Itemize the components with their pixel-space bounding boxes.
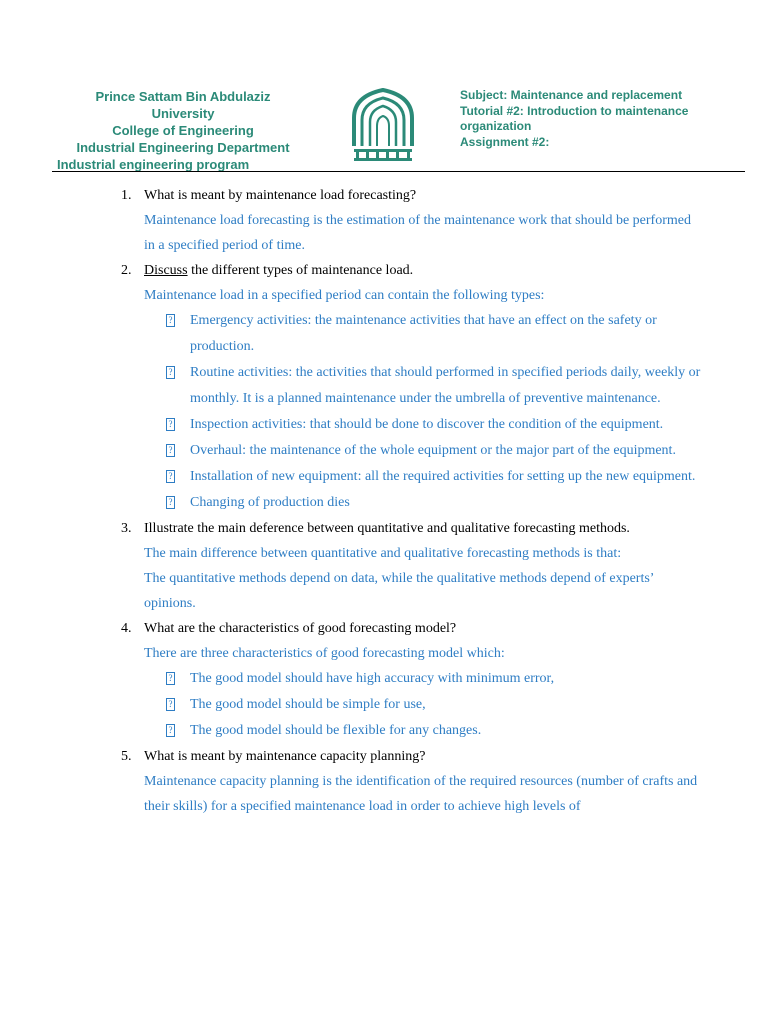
- list-item: ? Changing of production dies: [0, 490, 768, 516]
- missing-glyph-icon: ?: [166, 698, 175, 711]
- answer-3-detail: The quantitative methods depend on data, while the qualitative methods depend of experts’ opinions.: [144, 571, 654, 611]
- missing-glyph-icon: ?: [166, 444, 175, 457]
- question-text: What are the characteristics of good forecasting model?: [144, 621, 457, 636]
- tutorial-line: Tutorial #2: Introduction to maintenance: [460, 103, 689, 118]
- missing-glyph-icon: ?: [166, 314, 175, 327]
- arch-logo-icon: [350, 88, 416, 164]
- answer-2: Maintenance load in a specified period can contain the following types:: [144, 288, 545, 303]
- university-header: [52, 88, 314, 173]
- subject-line: Subject: Maintenance and replacement: [460, 88, 683, 102]
- question-3: [0, 516, 768, 541]
- question-5: [0, 744, 768, 769]
- university-name-line-1: Prince Sattam Bin Abdulaziz: [95, 89, 271, 104]
- header-divider: [52, 171, 745, 172]
- course-header: [460, 88, 740, 150]
- question-text: Illustrate the main deference between quantitative and qualitative forecasting methods.: [144, 521, 630, 536]
- question-keyword: Discuss: [144, 263, 188, 278]
- missing-glyph-icon: ?: [166, 470, 175, 483]
- college-name: College of Engineering: [112, 123, 254, 138]
- missing-glyph-icon: ?: [166, 724, 175, 737]
- missing-glyph-icon: ?: [166, 496, 175, 509]
- answer-1: Maintenance load forecasting is the estimation of the maintenance work that should be performed in a specified period of time.: [144, 213, 691, 253]
- missing-glyph-icon: ?: [166, 366, 175, 379]
- assignment-content: [0, 183, 768, 819]
- question-number: 1.: [121, 188, 132, 203]
- missing-glyph-icon: ?: [166, 418, 175, 431]
- university-logo: [350, 88, 416, 164]
- answer-4: There are three characteristics of good forecasting model which:: [144, 646, 505, 661]
- department-name: Industrial Engineering Department: [76, 140, 290, 155]
- question-text: What is meant by maintenance load forecasting?: [144, 188, 417, 203]
- question-number: 3.: [121, 521, 132, 536]
- question-number: 5.: [121, 749, 132, 764]
- tutorial-line-cont: organization: [460, 119, 532, 133]
- list-item: ? The good model should be simple for use,: [0, 692, 768, 718]
- question-2: [0, 258, 768, 283]
- list-item: ? Installation of new equipment: all the required activities for setting up the new equipment.: [0, 464, 768, 490]
- missing-glyph-icon: ?: [166, 672, 175, 685]
- question-4: [0, 616, 768, 641]
- answer-5: Maintenance capacity planning is the identification of the required resources (number of crafts and their skills) for a specified maintenance load in order to achieve high levels of: [144, 774, 698, 814]
- university-name-line-2: University: [151, 106, 215, 121]
- list-item: ? Overhaul: the maintenance of the whole equipment or the major part of the equipment.: [0, 438, 768, 464]
- list-item: ? The good model should be flexible for any changes.: [0, 718, 768, 744]
- assignment-line: Assignment #2:: [460, 134, 550, 149]
- question-1: [0, 183, 768, 208]
- question-text: the different types of maintenance load.: [187, 263, 414, 278]
- list-item: ? The good model should have high accuracy with minimum error,: [0, 666, 768, 692]
- list-item: ? Emergency activities: the maintenance activities that have an effect on the safety or production.: [0, 308, 768, 360]
- question-number: 4.: [121, 621, 132, 636]
- answer-3-intro: The main difference between quantitative and qualitative forecasting methods is that:: [144, 546, 622, 561]
- question-number: 2.: [121, 263, 132, 278]
- list-item: ? Routine activities: the activities that should performed in specified periods daily, weekly or monthly. It is a planned maintenance under the umbrella of preventive maintenance.: [0, 360, 768, 412]
- list-item: ? Inspection activities: that should be done to discover the condition of the equipment.: [0, 412, 768, 438]
- program-name: Industrial engineering program: [57, 157, 250, 172]
- question-text: What is meant by maintenance capacity planning?: [144, 749, 426, 764]
